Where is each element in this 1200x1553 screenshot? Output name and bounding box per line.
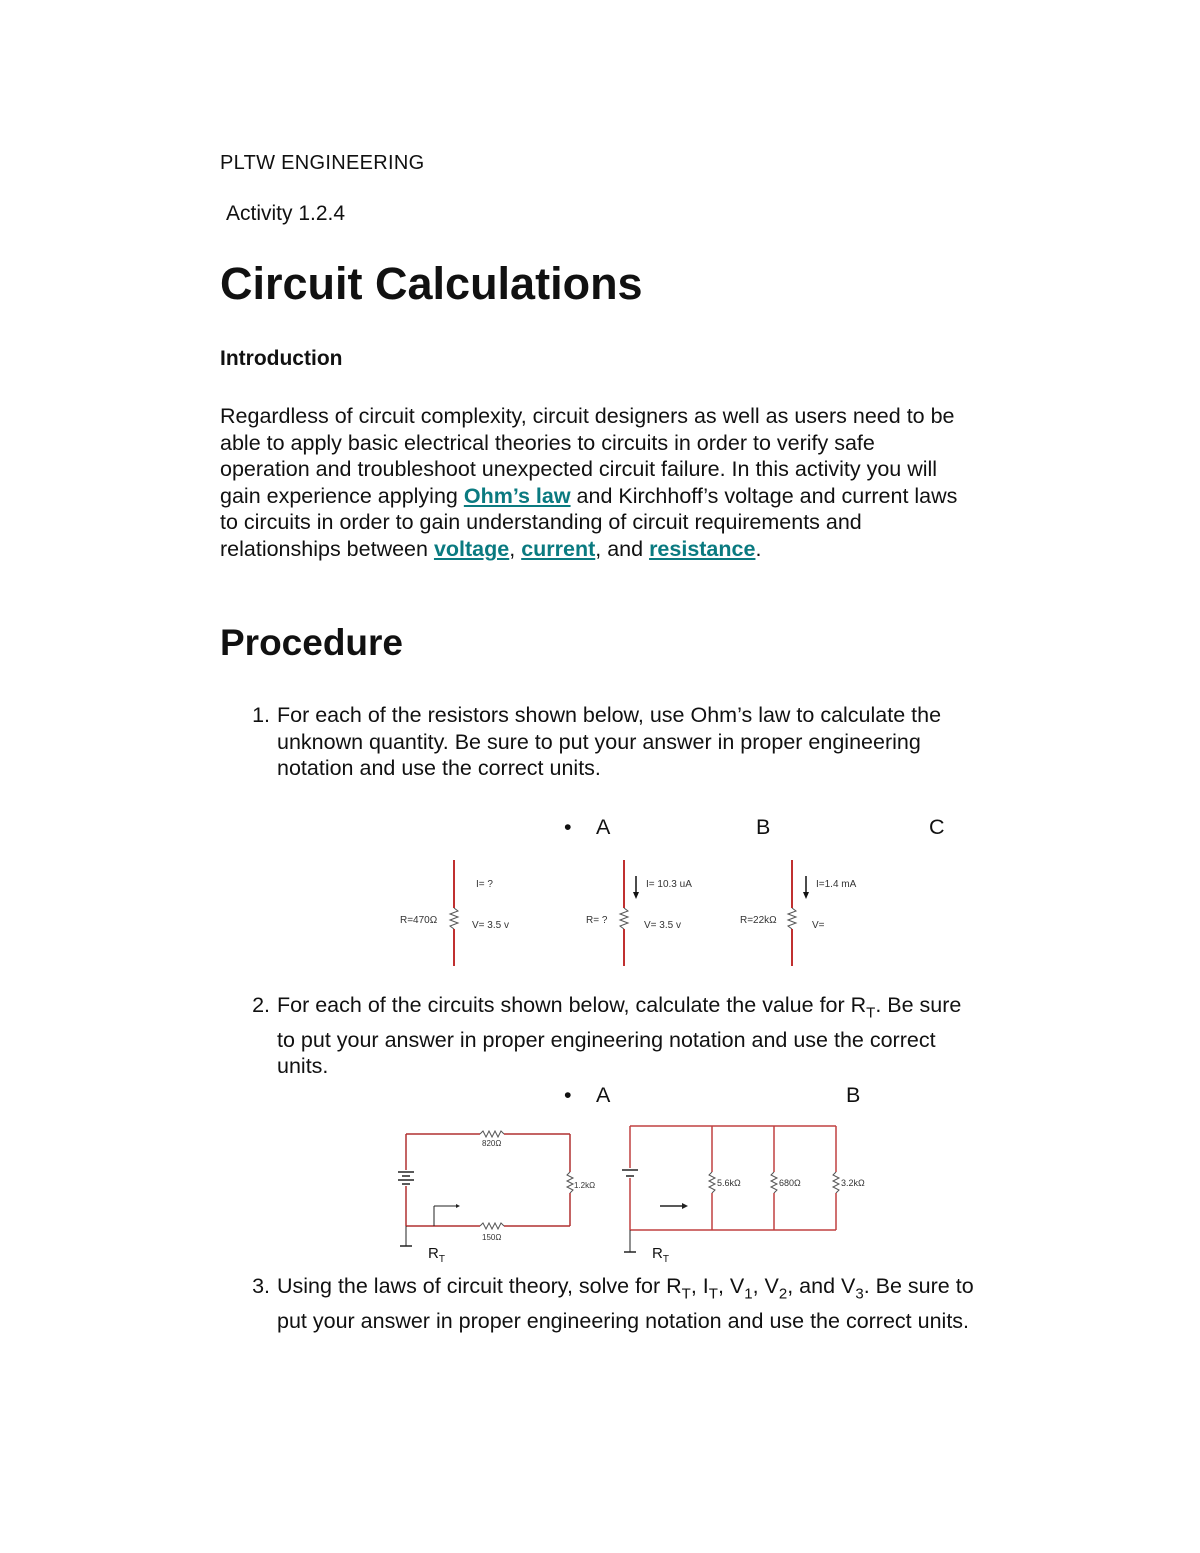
step-3-t3: , V: [752, 1274, 779, 1298]
resistor-diagrams: [390, 852, 870, 972]
label-a: A: [596, 815, 611, 839]
circuit-a-rt-sub: T: [438, 1254, 445, 1265]
label-c: C: [929, 815, 945, 839]
step-3-s1: T: [708, 1285, 718, 1303]
resistor-a-v: V= 3.5 v: [472, 920, 509, 931]
step-2-sub: T: [866, 1004, 876, 1022]
intro-text-1: Regardless of circuit complexity, circuit designers as well as users need to be able to apply basic electrical theories to circuits in order to verify safe operation and troubleshoot unexpected circuit failure. In this activity you will gain experience applying: [220, 404, 955, 508]
circuit-diagrams: [390, 1118, 880, 1268]
step-3-t5: . Be sure to put your answer in proper engineering notation and use the correct units.: [277, 1274, 974, 1333]
step-3-number: 3.: [252, 1274, 270, 1298]
step-3-t1: , I: [690, 1274, 709, 1298]
step-3-s3: 2: [778, 1285, 788, 1303]
circuit-a-rt: R: [428, 1245, 439, 1262]
step-3-t4: , and V: [787, 1274, 856, 1298]
intro-text-2: and Kirchhoff’s voltage and current laws to circuits in order to gain understanding of circuit requirements and relationships between: [220, 483, 958, 561]
resistance-link[interactable]: resistance: [649, 536, 756, 561]
resistor-c-v: V=: [812, 920, 825, 931]
voltage-link[interactable]: voltage: [433, 536, 510, 561]
introduction-heading: Introduction: [220, 347, 343, 370]
resistor-c-r: R=22kΩ: [740, 915, 777, 926]
circuit-b-rt: R: [652, 1245, 663, 1262]
step-3-t2: , V: [717, 1274, 745, 1298]
intro-sep-2: , and: [595, 536, 650, 561]
resistor-c-i: I=1.4 mA: [816, 879, 857, 890]
circuit-label-b: B: [846, 1083, 861, 1107]
intro-end: .: [755, 536, 762, 561]
resistor-a-r: R=470Ω: [400, 915, 438, 926]
circuit-b-r2: 680Ω: [779, 1178, 801, 1188]
circuit-a-rt-label: [428, 1245, 445, 1265]
label-b: B: [756, 815, 771, 839]
intro-sep-1: ,: [509, 536, 522, 561]
circuit-label-a: A: [596, 1083, 611, 1107]
bullet-1: •: [564, 815, 572, 839]
resistor-c: [740, 860, 857, 966]
bullet-2: •: [564, 1083, 572, 1107]
step-2-text-b: . Be sure to put your answer in proper engineering notation and use the correct units.: [277, 993, 962, 1079]
step-3-s4: 3: [855, 1285, 864, 1303]
circuit-b-r3: 3.2kΩ: [841, 1178, 865, 1188]
resistor-b-v: V= 3.5 v: [644, 920, 681, 931]
step-3-s0: T: [681, 1285, 691, 1303]
circuit-a-r-top: 820Ω: [482, 1139, 502, 1148]
step-2-text-a: For each of the circuits shown below, calculate the value for R: [277, 993, 867, 1017]
circuit-b: [622, 1126, 865, 1265]
page-title: Circuit Calculations: [220, 258, 643, 309]
step-2-text: [277, 992, 977, 1080]
circuit-b-rt-label: [652, 1245, 669, 1265]
circuit-b-rt-sub: T: [662, 1254, 669, 1265]
resistor-a-i: I= ?: [476, 879, 493, 890]
step-2-number: 2.: [252, 993, 270, 1017]
circuit-b-r1: 5.6kΩ: [717, 1178, 741, 1188]
procedure-heading: Procedure: [220, 622, 404, 663]
current-link[interactable]: current: [521, 536, 596, 561]
resistor-b: [586, 860, 692, 966]
step-3-s2: 1: [744, 1285, 753, 1303]
step-1-number: 1.: [252, 703, 270, 727]
step-1-text: For each of the resistors shown below, use Ohm’s law to calculate the unknown quantity. Be sure to put your answer in proper engineering notation and use the correct units.: [277, 703, 942, 781]
activity-number: Activity 1.2.4: [226, 202, 346, 225]
resistor-a: [400, 860, 509, 966]
step-3-text: [277, 1273, 977, 1334]
introduction-paragraph: [220, 403, 970, 563]
resistor-b-i: I= 10.3 uA: [646, 879, 692, 890]
header-org: PLTW ENGINEERING: [220, 152, 425, 174]
ohms-law-link[interactable]: Ohm’s law: [463, 483, 571, 508]
resistor-b-r: R= ?: [586, 915, 608, 926]
circuit-a-r-right: 1.2kΩ: [574, 1181, 596, 1190]
circuit-a: [398, 1131, 595, 1265]
step-3-t0: Using the laws of circuit theory, solve for R: [277, 1274, 682, 1298]
circuit-a-r-bottom: 150Ω: [482, 1233, 502, 1242]
